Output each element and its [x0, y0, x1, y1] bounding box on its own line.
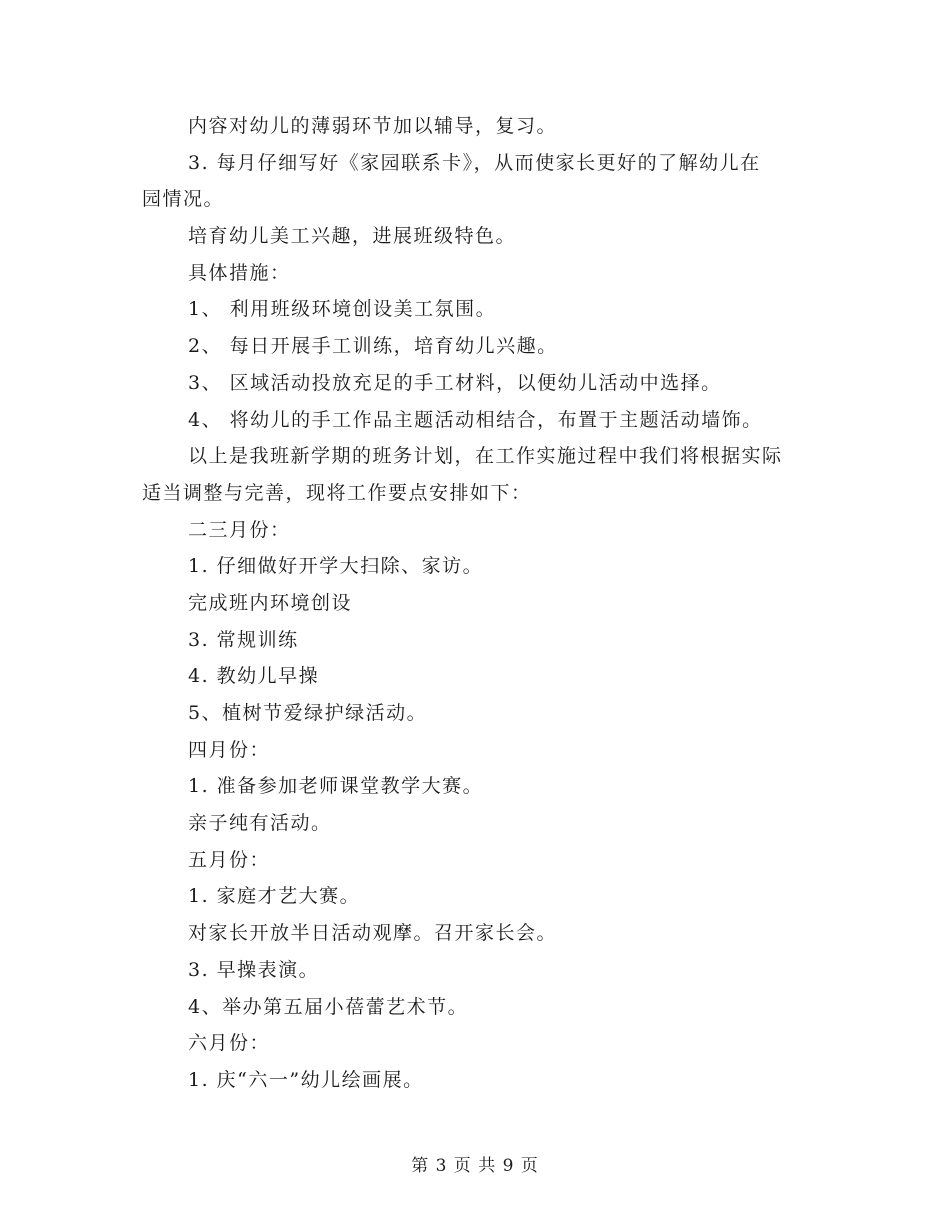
section-heading: 六月份： [188, 1032, 271, 1055]
list-item: 对家长开放半日活动观摩。召开家长会。 [188, 922, 558, 945]
list-item: 1. 仔细做好开学大扫除、家访。 [188, 555, 484, 578]
text-line: 培育幼儿美工兴趣，进展班级特色。 [188, 225, 517, 248]
section-heading: 二三月份： [188, 518, 291, 541]
list-item: 1. 庆“六一”幼儿绘画展。 [188, 1068, 424, 1091]
text-line: 以上是我班新学期的班务计划，在工作实施过程中我们将根据实际 [188, 445, 783, 468]
text-line: 园情况。 [142, 188, 225, 211]
text-line: 适当调整与完善，现将工作要点安排如下： [142, 481, 532, 504]
list-item: 2、 每日开展手工训练，培育幼儿兴趣。 [188, 335, 558, 358]
list-item: 1. 准备参加老师课堂教学大赛。 [188, 775, 484, 798]
section-heading: 五月份： [188, 848, 271, 871]
document-body [142, 108, 810, 1099]
list-item: 5、植树节爱绿护绿活动。 [188, 702, 428, 724]
list-item: 3. 早操表演。 [188, 958, 320, 981]
list-item: 1、 利用班级环境创设美工氛围。 [188, 298, 497, 321]
list-item: 亲子纯有活动。 [188, 812, 332, 835]
list-item: 3. 常规训练 [188, 628, 299, 651]
list-item: 3、 区域活动投放充足的手工材料，以便幼儿活动中选择。 [188, 371, 722, 394]
section-heading: 四月份： [188, 738, 271, 761]
text-line: 内容对幼儿的薄弱环节加以辅导，复习。 [188, 115, 558, 137]
list-item: 4、举办第五届小蓓蕾艺术节。 [188, 995, 469, 1018]
list-item: 完成班内环境创设 [188, 591, 353, 614]
text-line: 3. 每月仔细写好《家园联系卡》，从而使家长更好的了解幼儿在 [188, 151, 761, 174]
list-item: 4. 教幼儿早操 [188, 665, 320, 688]
page-number: 第 3 页 共 9 页 [411, 1156, 539, 1176]
list-item: 4、 将幼儿的手工作品主题活动相结合，布置于主题活动墙饰。 [188, 408, 763, 431]
list-item: 1. 家庭才艺大赛。 [188, 885, 361, 908]
section-heading: 具体措施： [188, 261, 291, 284]
